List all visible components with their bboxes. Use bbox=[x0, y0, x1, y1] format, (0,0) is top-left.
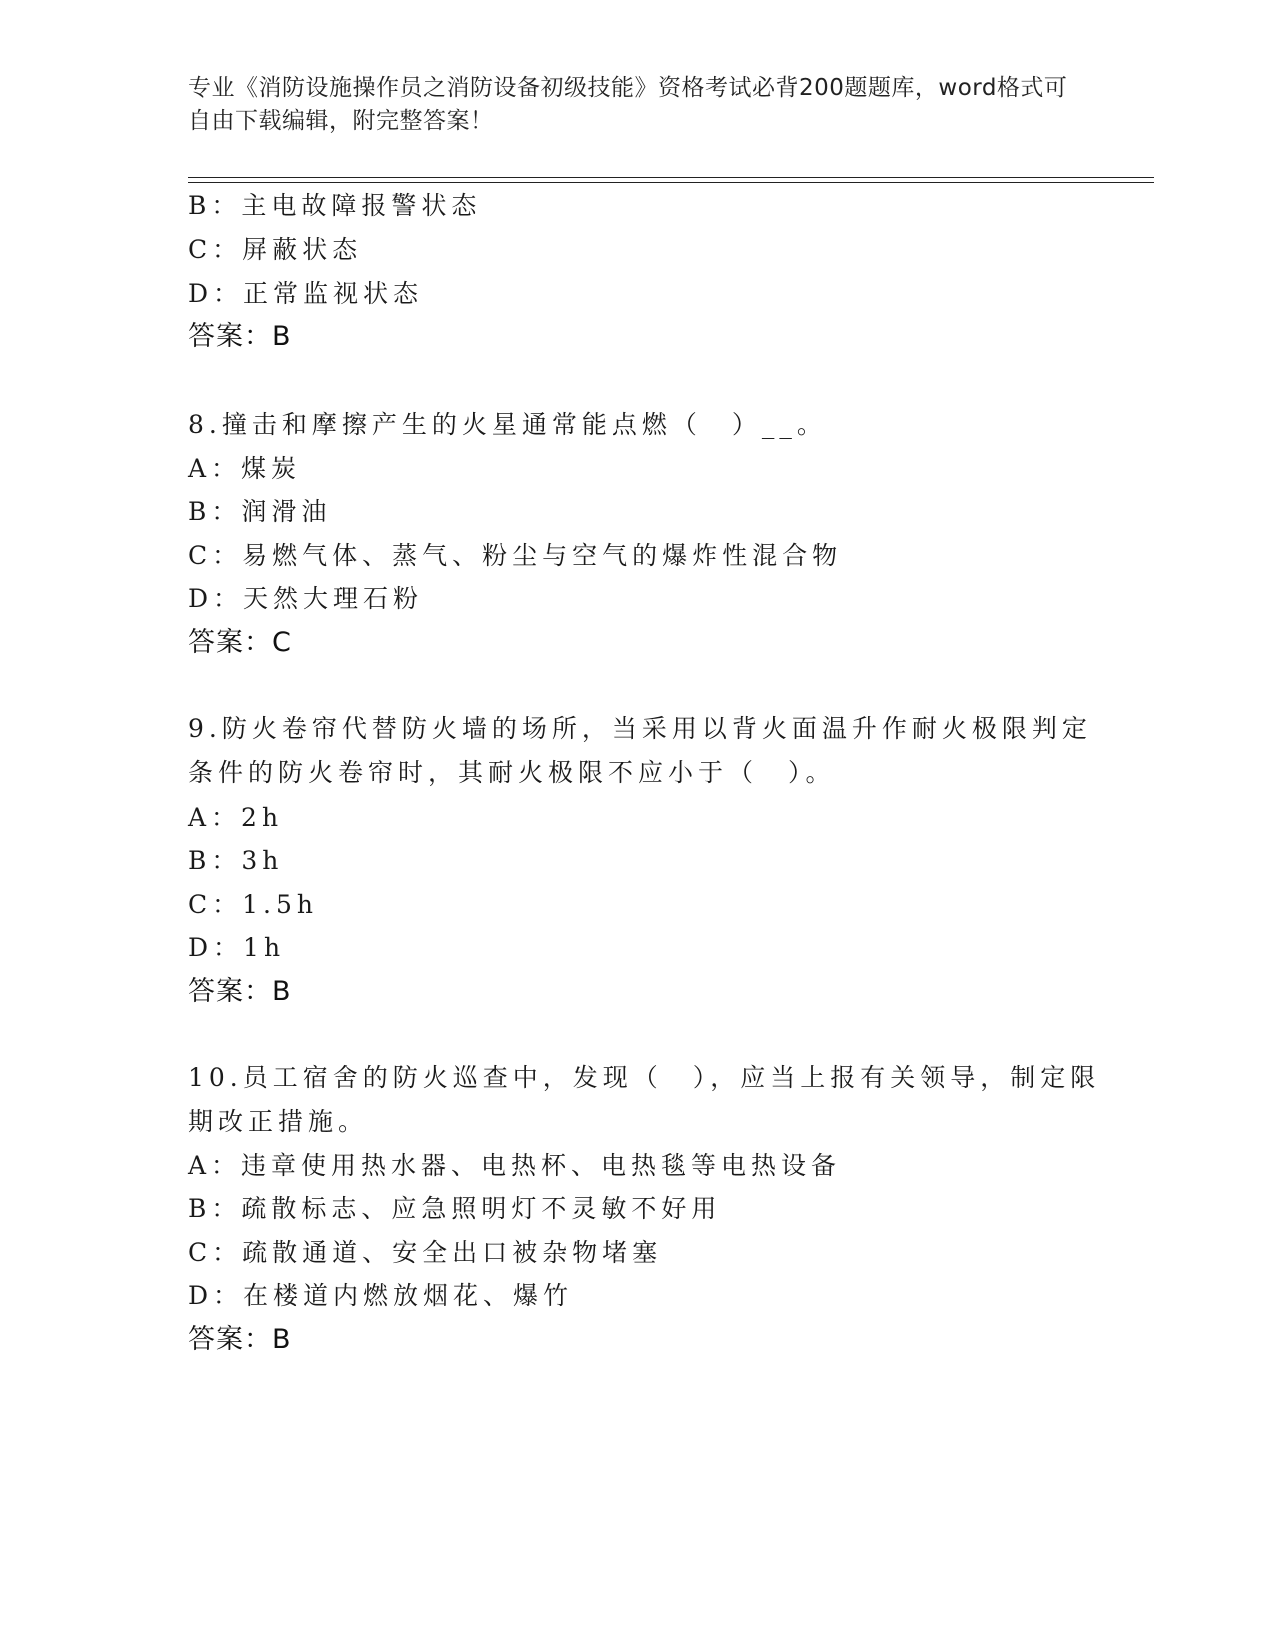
q8-option-d: D：天然大理石粉 bbox=[188, 584, 424, 613]
q8-option-b: B：润滑油 bbox=[188, 497, 332, 526]
q10-option-c: C：疏散通道、安全出口被杂物堵塞 bbox=[188, 1238, 663, 1267]
q9-option-c: C：1.5h bbox=[188, 890, 318, 919]
q9-option-d: D：1h bbox=[188, 933, 286, 962]
document-header: 专业《消防设施操作员之消防设备初级技能》资格考试必背200题题库，word格式可自由下载编辑，附完整答案！ bbox=[188, 75, 1068, 134]
q10-option-a: A：违章使用热水器、电热杯、电热毯等电热设备 bbox=[188, 1151, 842, 1180]
q8-stem: 8.撞击和摩擦产生的火星通常能点燃（ ）__。 bbox=[188, 410, 827, 439]
q10-stem-line-2: 期改正措施。 bbox=[188, 1107, 369, 1136]
q7-option-d: D：正常监视状态 bbox=[188, 279, 424, 308]
header-divider-top bbox=[188, 177, 1154, 178]
q7-answer: 答案：B bbox=[188, 321, 292, 352]
header-divider-bottom bbox=[188, 182, 1154, 183]
q10-option-b: B：疏散标志、应急照明灯不灵敏不好用 bbox=[188, 1194, 722, 1223]
q7-option-b: B：主电故障报警状态 bbox=[188, 191, 482, 220]
q9-stem-line-1: 9.防火卷帘代替防火墙的场所，当采用以背火面温升作耐火极限判定 bbox=[188, 714, 1092, 743]
q7-option-c: C：屏蔽状态 bbox=[188, 235, 363, 264]
q9-option-b: B：3h bbox=[188, 846, 284, 875]
q10-option-d: D：在楼道内燃放烟花、爆竹 bbox=[188, 1281, 574, 1310]
q9-option-a: A：2h bbox=[188, 803, 284, 832]
q9-answer: 答案：B bbox=[188, 976, 292, 1007]
q8-option-a: A：煤炭 bbox=[188, 454, 302, 483]
q10-answer: 答案：B bbox=[188, 1324, 292, 1355]
q9-stem-line-2: 条件的防火卷帘时，其耐火极限不应小于（ ）。 bbox=[188, 758, 836, 787]
q8-option-c: C：易燃气体、蒸气、粉尘与空气的爆炸性混合物 bbox=[188, 541, 843, 570]
q8-answer: 答案：C bbox=[188, 627, 292, 658]
q10-stem-line-1: 10.员工宿舍的防火巡查中，发现（ ），应当上报有关领导，制定限 bbox=[188, 1063, 1101, 1092]
